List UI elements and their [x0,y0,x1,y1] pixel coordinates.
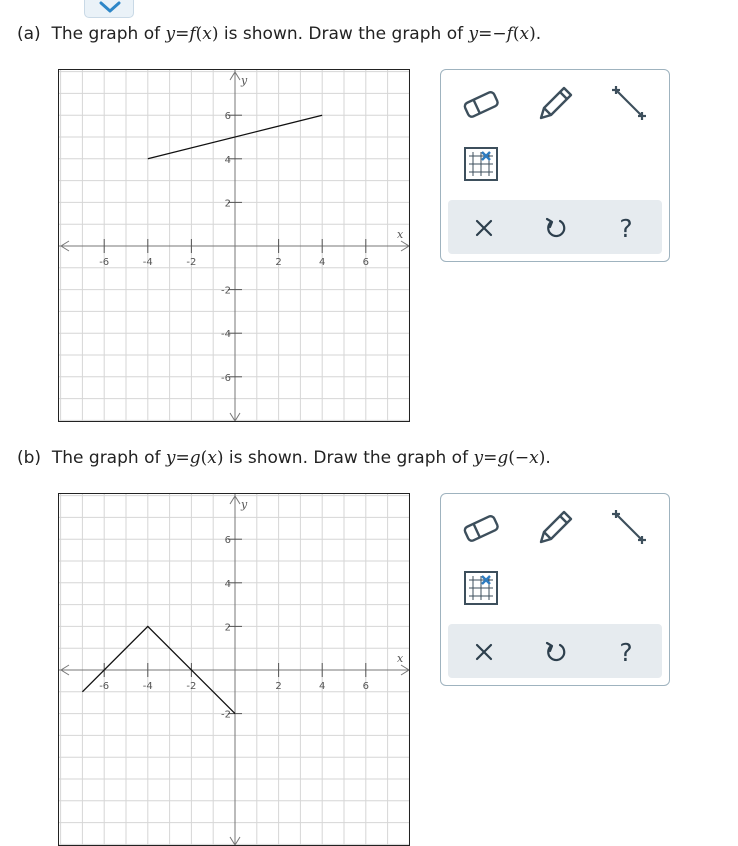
collapse-button[interactable] [84,0,134,18]
eq-fn: g [189,448,201,468]
eq-sign: = [483,448,498,468]
prompt-text: The graph of [51,448,161,468]
line-tool-button[interactable] [607,506,651,546]
x-tick-label: -2 [186,681,197,692]
x-tick-label: -2 [186,257,197,268]
prompt-text: The graph of [51,24,161,44]
help-icon [606,632,646,672]
graph-a[interactable] [58,69,410,422]
eq-var: y [165,24,176,44]
action-bar-b [448,624,662,678]
coordinate-plane-b[interactable] [59,494,410,846]
period: . [535,24,542,44]
action-bar-a [448,200,662,254]
x-tick-label: -6 [99,257,110,268]
x-axis-label: x [397,228,404,241]
y-tick-label: -6 [221,372,231,384]
prompt-text: is shown. Draw the graph of [223,24,464,44]
x-tick-label: -6 [99,681,110,692]
eq-fn: g [497,448,509,468]
eq-paren: ) [529,24,536,44]
eq-arg: x [207,448,217,468]
eq-fn: f [189,24,196,44]
pencil-tool-button[interactable] [533,82,577,122]
eq-var: y [468,24,479,44]
undo-button[interactable] [536,208,576,248]
eq-var: y [165,448,176,468]
eq-paren: ( [512,24,520,44]
y-tick-label: -2 [221,709,231,721]
pencil-icon [533,506,577,546]
pencil-icon [533,82,577,122]
line-segment-icon [607,506,651,546]
graph-b[interactable] [58,493,410,846]
eq-fn: f [506,24,513,44]
eq-sign: = [478,24,493,44]
clear-x-icon [465,632,505,672]
eq-paren: ) [538,448,546,468]
period: . [545,448,551,468]
x-tick-label: 2 [275,681,282,692]
x-tick-label: 6 [362,681,369,692]
line-tool-button[interactable] [607,82,651,122]
help-button[interactable] [606,208,646,248]
undo-button[interactable] [536,632,576,672]
prompt-b [17,448,551,468]
eq-neg: − [492,24,507,44]
tool-panel-b [440,493,670,686]
eq-paren: ) [211,24,219,44]
y-tick-label: 2 [224,622,231,634]
undo-icon [536,632,576,672]
part-label: (a) [17,24,41,44]
eq-paren: ) [216,448,224,468]
y-axis-label: y [241,74,248,87]
eraser-tool-button[interactable] [459,508,503,548]
help-button[interactable] [606,632,646,672]
help-symbol: ? [619,638,633,667]
eq-arg: −x [514,448,539,468]
clear-x-icon [465,208,505,248]
coordinate-plane-a[interactable] [59,70,410,422]
x-axis-label: x [397,652,404,665]
prompt-a [17,24,541,44]
part-label: (b) [17,448,42,468]
y-tick-label: 6 [224,111,231,123]
prompt-text: is shown. Draw the graph of [228,448,469,468]
eq-paren: ( [195,24,203,44]
eraser-icon [459,508,503,548]
eq-sign: = [175,24,190,44]
x-tick-label: 2 [275,257,282,268]
y-tick-label: -4 [221,329,231,341]
clear-button[interactable] [465,208,505,248]
y-axis-label: y [241,498,248,511]
eraser-icon [459,84,503,124]
line-segment-icon [607,82,651,122]
x-tick-label: 4 [319,681,326,692]
eraser-tool-button[interactable] [459,84,503,124]
clear-button[interactable] [465,632,505,672]
point-cross-icon [461,144,505,184]
y-tick-label: 4 [224,154,231,166]
tool-panel-a [440,69,670,262]
y-tick-label: 2 [224,198,231,210]
chevron-down-icon [98,1,122,15]
eq-paren: ( [200,448,208,468]
eq-paren: ( [508,448,515,468]
x-tick-label: -4 [142,257,153,268]
pencil-tool-button[interactable] [533,506,577,546]
undo-icon [536,208,576,248]
eq-arg: x [202,24,212,44]
x-tick-label: 4 [319,257,326,268]
y-tick-label: 4 [224,578,231,590]
eq-sign: = [175,448,190,468]
point-tool-button[interactable] [461,568,505,608]
y-tick-label: 6 [224,535,231,547]
eq-var: y [473,448,484,468]
point-cross-icon [461,568,505,608]
help-icon [606,208,646,248]
x-tick-label: -4 [142,681,153,692]
point-tool-button[interactable] [461,144,505,184]
eq-arg: x [519,24,530,44]
help-symbol: ? [619,214,633,243]
y-tick-label: -2 [221,285,231,297]
x-tick-label: 6 [362,257,369,268]
